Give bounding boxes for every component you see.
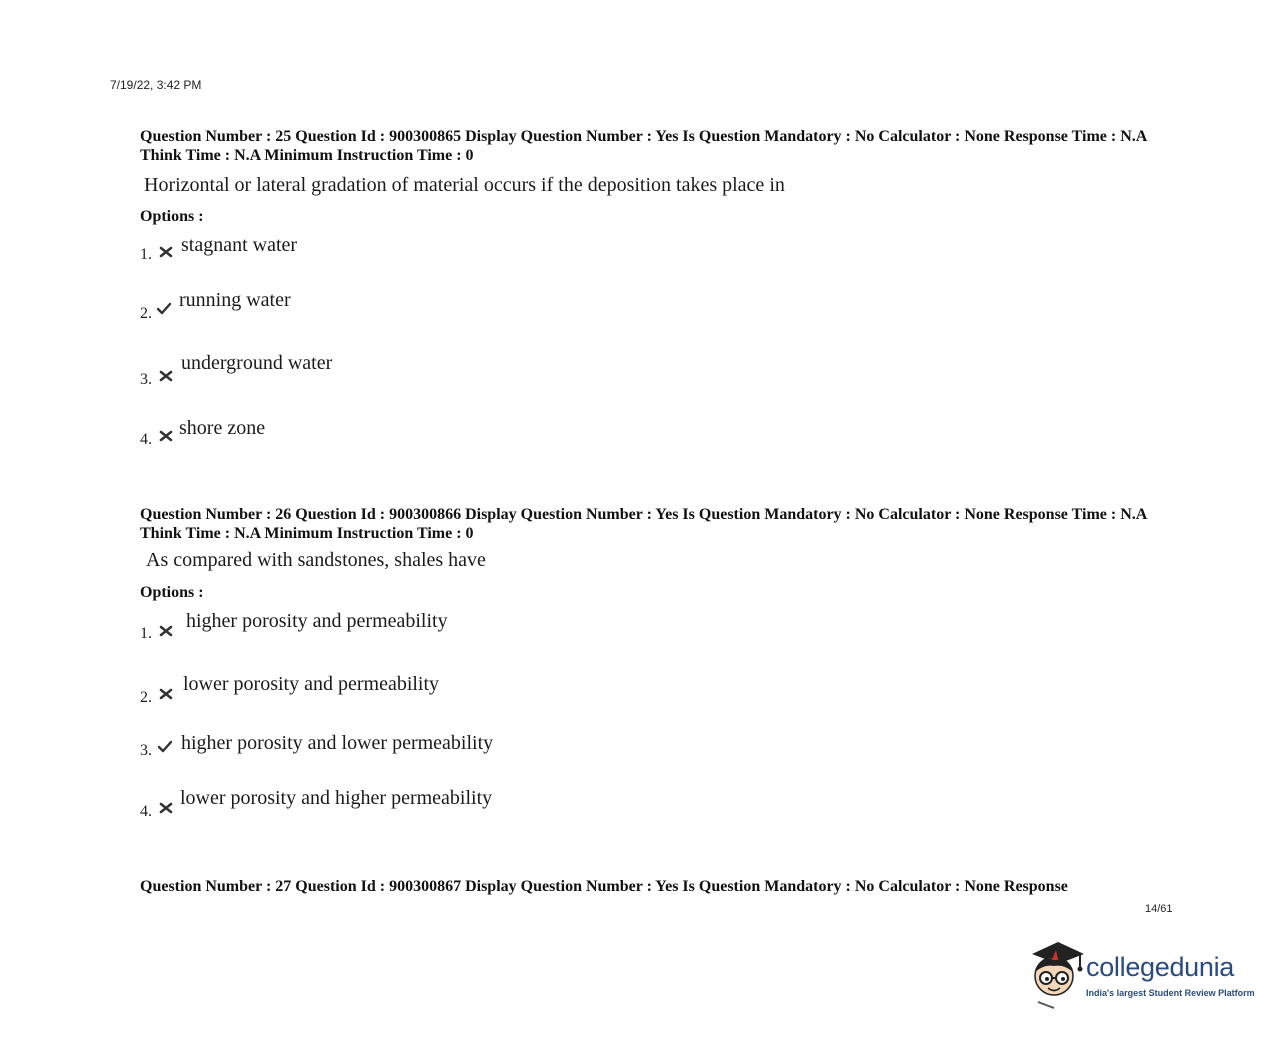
q25-option-3-text: underground water bbox=[181, 352, 333, 374]
print-timestamp: 7/19/22, 3:42 PM bbox=[110, 78, 202, 92]
q26-option-1-number: 1. bbox=[140, 625, 152, 642]
mascot-icon bbox=[1024, 938, 1088, 1010]
collegedunia-logo bbox=[1024, 938, 1256, 1010]
question-26-meta: Question Number : 26 Question Id : 900300866 Display Question Number : Yes Is Question Mandatory : No Calculator : None Response Time : N.A Think Time : N.A Minimum Instruction Time : 0 bbox=[140, 506, 1151, 542]
q26-option-4-text: lower porosity and higher permeability bbox=[180, 787, 493, 809]
q25-option-4-text: shore zone bbox=[179, 417, 266, 439]
checkmark-icon bbox=[156, 302, 172, 316]
question-26-text: As compared with sandstones, shales have bbox=[146, 549, 486, 571]
cross-icon bbox=[158, 624, 174, 638]
cross-icon bbox=[158, 429, 174, 443]
cross-icon bbox=[158, 245, 174, 259]
question-25-meta: Question Number : 25 Question Id : 900300865 Display Question Number : Yes Is Question Mandatory : No Calculator : None Response Time : N.A Think Time : N.A Minimum Instruction Time : 0 bbox=[140, 128, 1151, 164]
checkmark-icon bbox=[157, 740, 173, 754]
question-27-meta: Question Number : 27 Question Id : 900300867 Display Question Number : Yes Is Question Mandatory : No Calculator : None Response bbox=[140, 878, 1068, 895]
q26-option-4-number: 4. bbox=[140, 803, 152, 820]
logo-tagline: India's largest Student Review Platform bbox=[1086, 988, 1255, 998]
q26-option-2-number: 2. bbox=[140, 689, 152, 706]
q26-option-3-text: higher porosity and lower permeability bbox=[181, 732, 494, 754]
cross-icon bbox=[158, 687, 174, 701]
question-25-text: Horizontal or lateral gradation of material occurs if the deposition takes place in bbox=[144, 174, 785, 196]
question-25-options-label: Options : bbox=[140, 208, 204, 225]
q26-option-3-number: 3. bbox=[140, 742, 152, 759]
q25-option-2-number: 2. bbox=[140, 305, 152, 322]
question-26-options-label: Options : bbox=[140, 584, 204, 601]
page-number: 14/61 bbox=[1145, 903, 1173, 915]
q26-option-1-text: higher porosity and permeability bbox=[186, 610, 448, 632]
logo-name: collegedunia bbox=[1086, 952, 1235, 982]
cross-icon bbox=[158, 801, 174, 815]
q25-option-4-number: 4. bbox=[140, 431, 152, 448]
q25-option-1-text: stagnant water bbox=[181, 234, 298, 256]
q26-option-2-text: lower porosity and permeability bbox=[183, 673, 440, 695]
q25-option-2-text: running water bbox=[179, 289, 291, 311]
q25-option-3-number: 3. bbox=[140, 371, 152, 388]
cross-icon bbox=[158, 369, 174, 383]
q25-option-1-number: 1. bbox=[140, 246, 152, 263]
